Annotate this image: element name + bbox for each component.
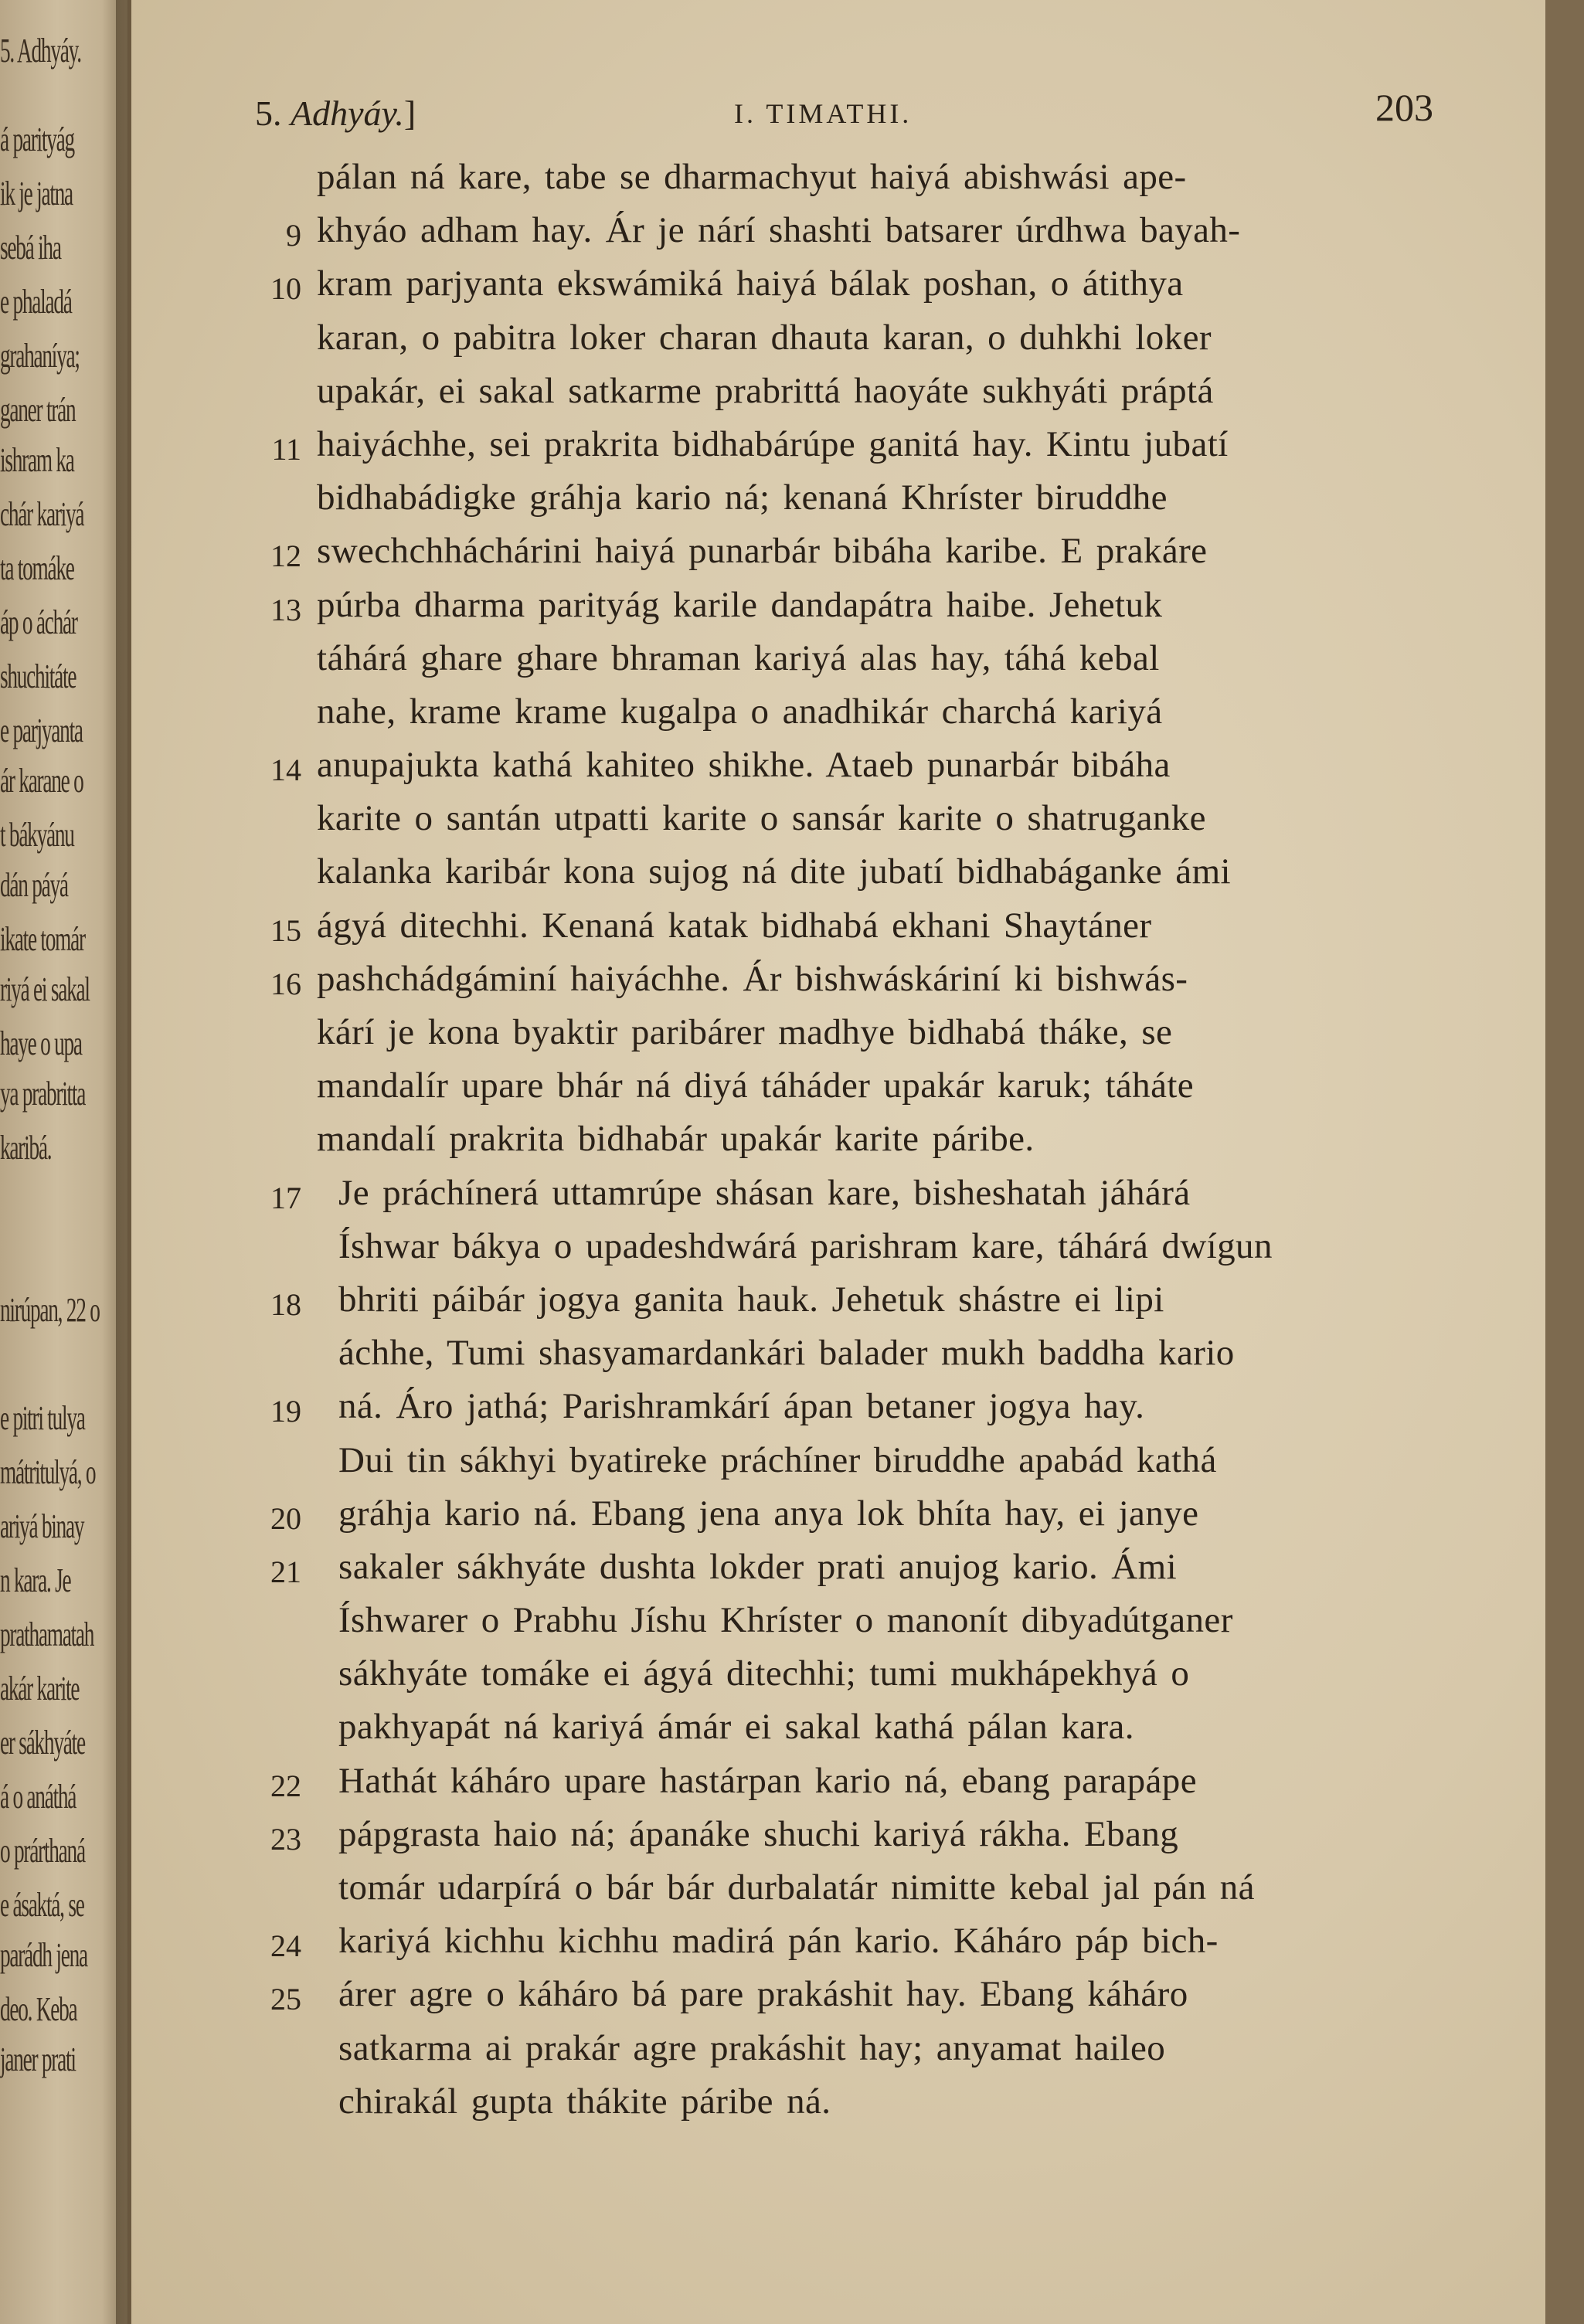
- text-line: [255, 527, 1584, 580]
- text-line: [255, 1329, 1584, 1382]
- line-text: haiyáchhe, sei prakrita bidhabárúpe ganitá hay. Kintu jubatí: [317, 423, 1229, 464]
- text-line: [255, 1810, 1584, 1864]
- running-header: [131, 85, 1545, 139]
- verse-number: 18: [270, 1286, 301, 1322]
- facing-page-fragment: o prárthaná: [0, 1832, 85, 1870]
- verse-number: 25: [270, 1982, 301, 2017]
- text-line: [255, 474, 1584, 527]
- facing-page-fragment: t bákyánu: [0, 816, 74, 854]
- facing-page-fragment: e parjyanta: [0, 712, 83, 749]
- facing-page-fragment: ikate tomár: [0, 920, 85, 958]
- facing-page-fragment: shuchitáte: [0, 657, 76, 695]
- text-line: [255, 2024, 1584, 2078]
- facing-page-fragment: prathamatah: [0, 1616, 94, 1653]
- verse-number: 21: [270, 1554, 301, 1589]
- facing-page-fragment: dán páyá: [0, 866, 68, 904]
- text-line: [255, 1490, 1584, 1543]
- line-text: kárí je kona byaktir paribárer madhye bidhabá tháke, se: [317, 1012, 1173, 1052]
- line-text: kariyá kichhu kichhu madirá pán kario. Káháro páp bich-: [338, 1921, 1219, 1962]
- text-line: [255, 1970, 1584, 2023]
- text-line: [255, 260, 1584, 313]
- verse-number: 10: [270, 271, 301, 307]
- text-line: [255, 1596, 1584, 1650]
- facing-page-fragment: e phaladá: [0, 283, 72, 321]
- text-line: [255, 794, 1584, 848]
- line-text: karan, o pabitra loker charan dhauta karan, o duhkhi loker: [317, 317, 1212, 358]
- line-text: púrba dharma parityág karile dandapátra haibe. Jehetuk: [317, 584, 1163, 625]
- facing-page-fragment: ta tomáke: [0, 549, 74, 587]
- facing-page-fragment: janer prati: [0, 2040, 76, 2078]
- text-line: [255, 741, 1584, 794]
- text-line: [255, 1650, 1584, 1703]
- verse-number: 9: [286, 218, 301, 253]
- facing-page-fragment: n kara. Je: [0, 1561, 71, 1599]
- line-text: ágyá ditechhi. Kenaná katak bidhabá ekhani Shaytáner: [317, 905, 1152, 946]
- text-line: [255, 1864, 1584, 1917]
- text-line: [255, 581, 1584, 634]
- line-text: mandalí prakrita bidhabár upakár karite páribe.: [317, 1119, 1035, 1160]
- chapter-number: 5.: [255, 93, 282, 133]
- text-line: [255, 420, 1584, 474]
- facing-page-fragment: 5. Adhyáy.: [0, 32, 81, 70]
- text-line: [255, 1062, 1584, 1115]
- facing-page-fragment: ik je jatna: [0, 175, 73, 212]
- facing-page-fragment: á parityág: [0, 121, 74, 158]
- text-line: [255, 206, 1584, 260]
- line-text: sakaler sákhyáte dushta lokder prati anujog kario. Ámi: [338, 1546, 1178, 1587]
- line-text: bhriti páibár jogya ganita hauk. Jehetuk shástre ei lipi: [338, 1279, 1164, 1320]
- text-line: [255, 1008, 1584, 1062]
- book-title: I. TIMATHI.: [734, 98, 913, 129]
- facing-page-fragment: karibá.: [0, 1129, 52, 1167]
- facing-page-fragment: sebá iha: [0, 229, 61, 267]
- line-text: upakár, ei sakal satkarme prabrittá haoyáte sukhyáti práptá: [317, 370, 1214, 411]
- chapter-heading: [255, 93, 416, 134]
- line-text: Íshwarer o Prabhu Jíshu Khríster o manonít dibyadútganer: [338, 1600, 1233, 1641]
- line-text: árer agre o káháro bá pare prakáshit hay. Ebang káháro: [338, 1974, 1188, 2015]
- line-text: pálan ná kare, tabe se dharmachyut haiyá abishwási ape-: [317, 157, 1187, 197]
- line-text: kram parjyanta ekswámiká haiyá bálak poshan, o átithya: [317, 263, 1184, 304]
- line-text: pakhyapát ná kariyá ámár ei sakal kathá pálan kara.: [338, 1707, 1134, 1748]
- verse-number: 12: [270, 539, 301, 574]
- facing-page-fragment: áp o áchár: [0, 603, 77, 641]
- text-line: [255, 153, 1584, 206]
- line-text: tomár udarpírá o bár bár durbalatár nimitte kebal jal pán ná: [338, 1867, 1255, 1908]
- facing-page-fragment: ár karane o: [0, 762, 83, 800]
- line-text: swechchháchárini haiyá punarbár bibáha karibe. E prakáre: [317, 531, 1208, 572]
- text-line: [255, 2078, 1584, 2131]
- verse-number: 17: [270, 1180, 301, 1215]
- facing-page-fragment: á o anáthá: [0, 1778, 76, 1816]
- chapter-word: Adhyáy.: [291, 93, 404, 133]
- verse-number: 20: [270, 1500, 301, 1536]
- verse-number: 13: [270, 592, 301, 627]
- facing-page-fragment: er sákhyáte: [0, 1724, 85, 1762]
- body-text: [255, 153, 1584, 2131]
- facing-page-fragment: parádh jena: [0, 1936, 87, 1974]
- facing-page-fragment: akár karite: [0, 1670, 80, 1707]
- text-line: [255, 1276, 1584, 1329]
- text-line: [255, 1115, 1584, 1168]
- text-line: [255, 1543, 1584, 1596]
- line-text: Hathát káháro upare hastárpan kario ná, ebang parapápe: [338, 1760, 1197, 1801]
- verse-number: 24: [270, 1928, 301, 1964]
- text-line: [255, 367, 1584, 420]
- line-text: sákhyáte tomáke ei ágyá ditechhi; tumi mukhápekhyá o: [338, 1653, 1190, 1694]
- text-line: [255, 1757, 1584, 1810]
- verse-number: 16: [270, 966, 301, 1001]
- line-text: mandalír upare bhár ná diyá táháder upakár karuk; táháte: [317, 1065, 1195, 1106]
- book-page: [131, 0, 1545, 2324]
- facing-page-fragment: haye o upa: [0, 1024, 82, 1062]
- line-text: áchhe, Tumi shasyamardankári balader mukh baddha kario: [338, 1333, 1235, 1374]
- facing-page-fragment: ganer trán: [0, 391, 76, 429]
- verse-number: 14: [270, 753, 301, 788]
- text-line: [255, 902, 1584, 955]
- text-line: [255, 1222, 1584, 1276]
- verse-number: 23: [270, 1821, 301, 1857]
- line-text: nahe, krame krame kugalpa o anadhikár charchá kariyá: [317, 691, 1163, 732]
- verse-number: 11: [271, 431, 301, 467]
- verse-number: 22: [270, 1768, 301, 1803]
- facing-page-fragment: nirúpan, 22 o: [0, 1291, 100, 1329]
- facing-page-fragment: e ásaktá, se: [0, 1886, 84, 1924]
- text-line: [255, 1703, 1584, 1756]
- verse-number: 19: [270, 1394, 301, 1429]
- line-text: anupajukta kathá kahiteo shikhe. Ataeb punarbár bibáha: [317, 745, 1171, 786]
- facing-page-fragment: chár kariyá: [0, 495, 84, 533]
- text-line: [255, 634, 1584, 688]
- line-text: Je práchínerá uttamrúpe shásan kare, bisheshatah jáhárá: [338, 1172, 1191, 1213]
- facing-page-fragment: riyá ei sakal: [0, 970, 90, 1008]
- line-text: karite o santán utpatti karite o sansár karite o shatruganke: [317, 798, 1206, 839]
- facing-page-fragment: grahaníya;: [0, 337, 80, 375]
- line-text: bidhabádigke gráhja kario ná; kenaná Khríster biruddhe: [317, 477, 1168, 518]
- line-text: Íshwar bákya o upadeshdwárá parishram kare, táhárá dwígun: [338, 1225, 1273, 1266]
- facing-page: [0, 0, 127, 2324]
- facing-page-fragment: ishram ka: [0, 441, 74, 479]
- text-line: [255, 1382, 1584, 1436]
- line-text: gráhja kario ná. Ebang jena anya lok bhíta hay, ei janye: [338, 1493, 1199, 1534]
- text-line: [255, 1917, 1584, 1970]
- page-number: 203: [1375, 86, 1433, 129]
- facing-page-fragment: e pitri tulya: [0, 1399, 85, 1437]
- line-text: Dui tin sákhyi byatireke práchíner biruddhe apabád kathá: [338, 1439, 1217, 1480]
- text-line: [255, 1169, 1584, 1222]
- text-line: [255, 848, 1584, 901]
- line-text: pashchádgáminí haiyáchhe. Ár bishwáskáriní ki bishwás-: [317, 958, 1188, 999]
- text-line: [255, 314, 1584, 367]
- header-bracket: ]: [403, 93, 416, 133]
- text-line: [255, 1436, 1584, 1490]
- facing-page-fragment: ariyá binay: [0, 1507, 84, 1545]
- line-text: táhárá ghare ghare bhraman kariyá alas hay, táhá kebal: [317, 637, 1160, 678]
- facing-page-fragment: mátritulyá, o: [0, 1453, 96, 1491]
- facing-page-fragment: ya prabritta: [0, 1075, 86, 1113]
- line-text: kalanka karibár kona sujog ná dite jubatí bidhabáganke ámi: [317, 851, 1231, 892]
- text-line: [255, 955, 1584, 1008]
- verse-number: 15: [270, 912, 301, 948]
- line-text: chirakál gupta thákite páribe ná.: [338, 2081, 831, 2122]
- line-text: satkarma ai prakár agre prakáshit hay; anyamat haileo: [338, 2027, 1166, 2068]
- text-line: [255, 688, 1584, 741]
- facing-page-fragment: deo. Keba: [0, 1990, 77, 2028]
- line-text: khyáo adham hay. Ár je nárí shashti batsarer úrdhwa bayah-: [317, 210, 1241, 251]
- line-text: pápgrasta haio ná; ápanáke shuchi kariyá rákha. Ebang: [338, 1813, 1179, 1854]
- line-text: ná. Áro jathá; Parishramkárí ápan betaner jogya hay.: [338, 1386, 1145, 1427]
